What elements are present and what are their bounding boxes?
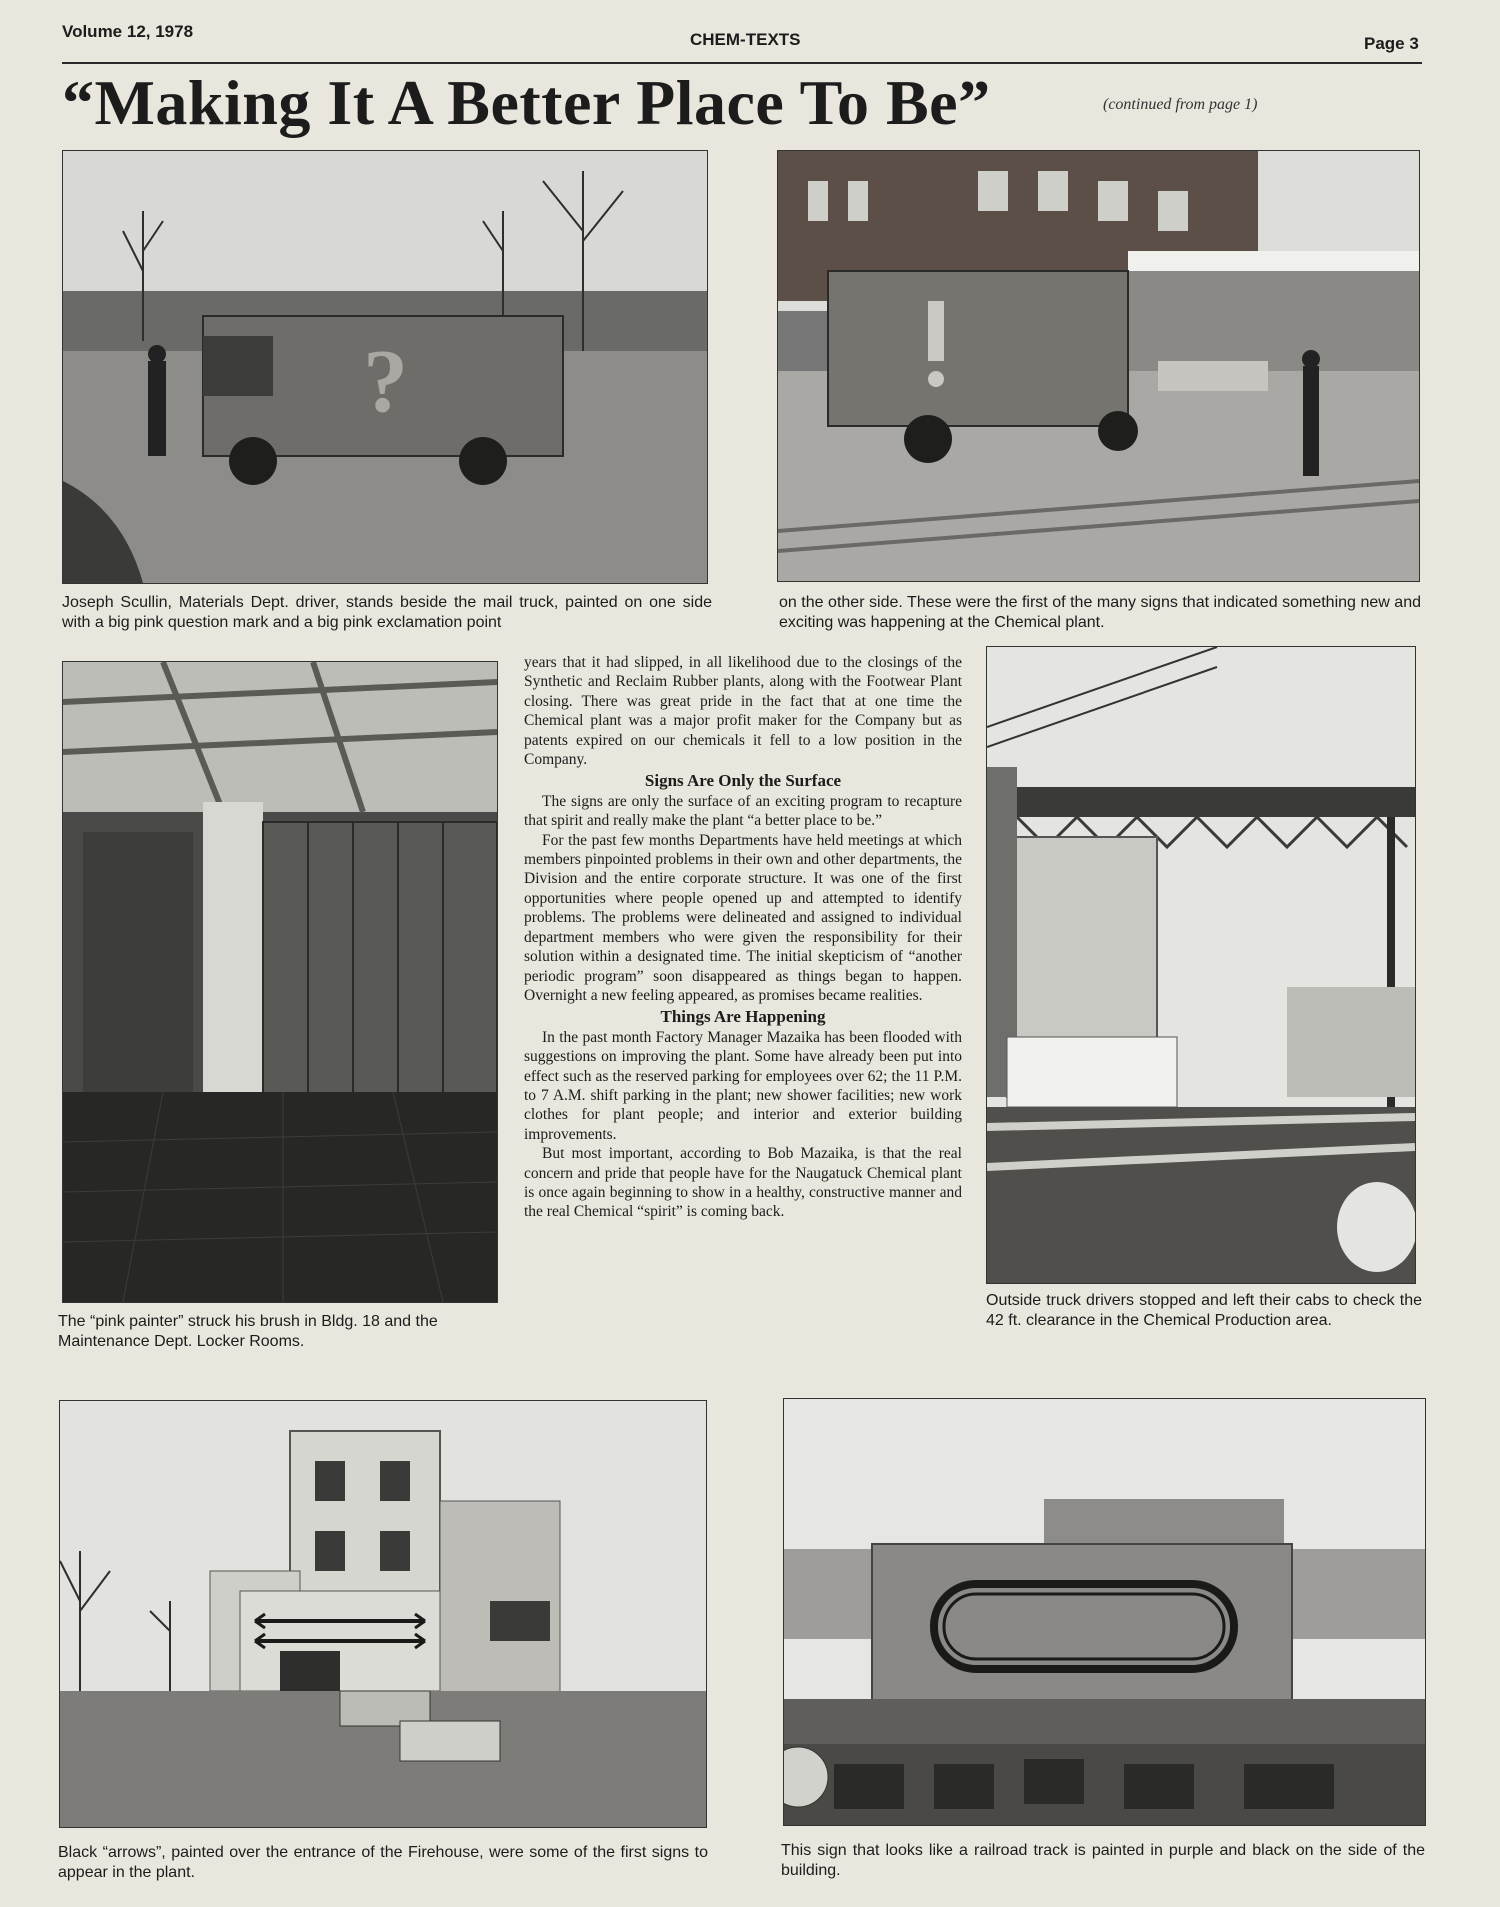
article-paragraph: For the past few months Departments have held meetings at which members pinpointed problems in their own and other departments, the Division and the entire corporate structure. It was one of the first opportunities where people opened up and attempted to identify problems. The problems were delineated and assigned to individual department members who were given the responsibility for their solution within a designated time. The initial skepticism of “another periodic program” soon disappeared as things began to happen. Overnight a new feeling appeared, as promises became realities. [524,831,962,1004]
caption-lockers: The “pink painter” struck his brush in Bldg. 18 and the Maintenance Dept. Locker Rooms. [58,1313,438,1350]
caption-truck-right: on the other side. These were the first of the many signs that indicated something new and exciting was happening at the Chemical plant. [779,594,1421,631]
photo-pipe-clearance [986,646,1416,1284]
photo-locker-room [62,661,498,1303]
svg-text:?: ? [363,332,408,431]
page-number: Page 3 [1364,34,1419,53]
article-body [524,653,962,1222]
publication-name: CHEM-TEXTS [690,30,801,49]
article-paragraph: In the past month Factory Manager Mazaika has been flooded with suggestions on improving the plant. Some have already been put into effect such as the reserved parking for employees over 62; the 11 P.M. to 7 A.M. shift parking in the plant; new shower facilities; new work clothes for plant people; and interior and exterior building improvements. [524,1028,962,1143]
photo-railroad-sign [783,1398,1426,1826]
photo-mail-truck-question [62,150,708,584]
article-paragraph: years that it had slipped, in all likelihood due to the closings of the Synthetic and Reclaim Rubber plants, along with the Footwear Plant closing. There was great pride in the fact that at one time the Chemical plant was a major profit maker for the Company but as patents expired on our chemicals it fell to a low position in the Company. [524,654,962,769]
caption-clearance: Outside truck drivers stopped and left their cabs to check the 42 ft. clearance in the Chemical Production area. [986,1292,1422,1329]
caption-firehouse: Black “arrows”, painted over the entrance of the Firehouse, were some of the first signs to appear in the plant. [58,1844,708,1881]
continued-note: (continued from page 1) [1103,96,1258,113]
photo-firehouse-arrows [59,1400,707,1828]
volume-label: Volume 12, 1978 [62,22,194,41]
article-headline: “Making It A Better Place To Be” [62,67,991,138]
subhead-happening: Things Are Happening [660,1007,826,1027]
masthead-rule [62,62,1422,64]
caption-railroad: This sign that looks like a railroad track is painted in purple and black on the side of the building. [781,1842,1425,1879]
caption-truck-left: Joseph Scullin, Materials Dept. driver, stands beside the mail truck, painted on one side with a big pink question mark and a big pink exclamation point [62,594,712,631]
subhead-signs: Signs Are Only the Surface [644,771,842,791]
photo-mail-truck-exclamation [777,150,1420,582]
article-paragraph: The signs are only the surface of an exciting program to recapture that spirit and really make the plant “a better place to be.” [524,792,962,830]
article-paragraph: But most important, according to Bob Mazaika, is that the real concern and pride that people have for the Naugatuck Chemical plant is once again beginning to show in a healthy, constructive manner and the real Chemical “spirit” is coming back. [524,1145,962,1221]
